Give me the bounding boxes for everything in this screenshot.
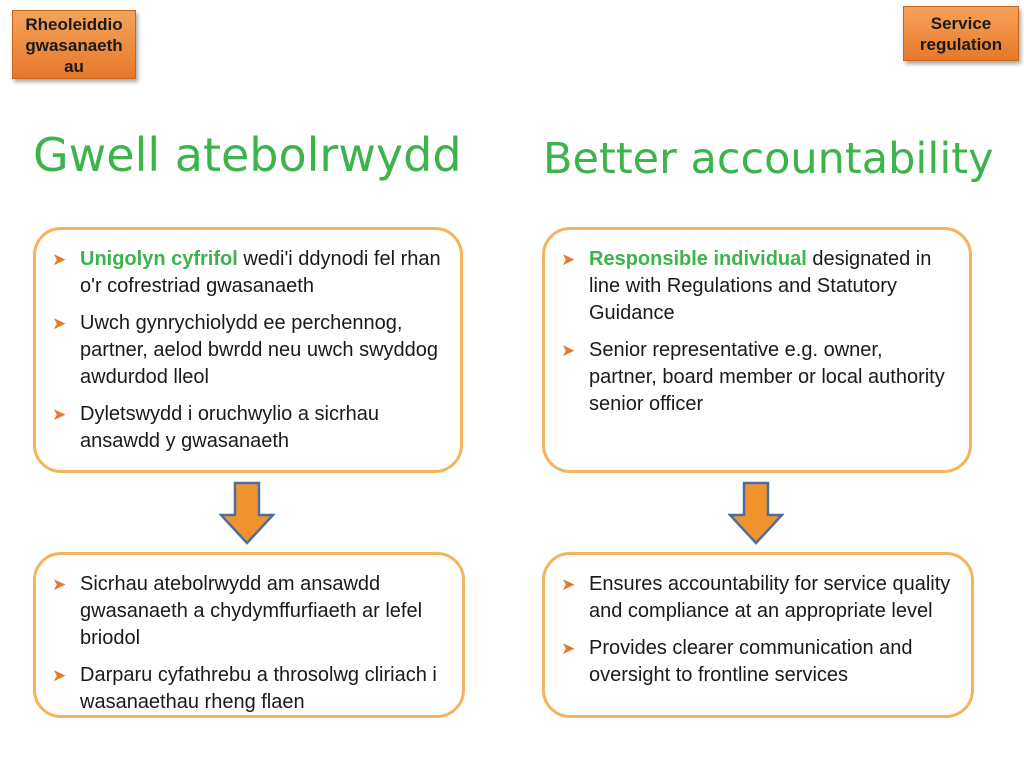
item-text: Sicrhau atebolrwydd am ansawdd gwasanaeth a chydymffurfiaeth ar lefel briodol <box>80 573 423 649</box>
down-arrow-icon <box>219 481 275 545</box>
item-text: Senior representative e.g. owner, partner, board member or local authority senior officer <box>589 339 945 415</box>
item-text: Dyletswydd i oruchwylio a sicrhau ansawdd y gwasanaeth <box>80 403 380 452</box>
item-text: Provides clearer communication and oversight to frontline services <box>589 637 913 686</box>
welsh-heading: Gwell atebolrwydd <box>33 128 462 182</box>
list-item <box>559 571 957 625</box>
arrowhead-bullet-icon: ➤ <box>561 575 576 594</box>
welsh-tag-line-2: gwasanaeth <box>25 36 123 55</box>
welsh-tag-line-3: au <box>64 57 84 76</box>
english-tag-line-2: regulation <box>919 35 1003 54</box>
english-details-box <box>542 227 972 473</box>
list-item <box>50 571 448 652</box>
list-item <box>50 310 446 391</box>
list-item <box>559 337 955 418</box>
arrowhead-bullet-icon: ➤ <box>52 666 67 685</box>
arrowhead-bullet-icon: ➤ <box>52 314 67 333</box>
welsh-section-tag <box>12 10 136 79</box>
item-text: Uwch gynrychiolydd ee perchennog, partner, aelod bwrdd neu uwch swyddog awdurdod lleol <box>80 312 439 388</box>
item-text: Ensures accountability for service quality and compliance at an appropriate level <box>589 573 951 622</box>
highlight-text: Responsible individual <box>589 248 807 270</box>
item-text: Darparu cyfathrebu a throsolwg cliriach i wasanaethau rheng flaen <box>80 664 437 713</box>
list-item <box>559 635 957 689</box>
list-item <box>50 246 446 300</box>
list-item <box>559 246 955 327</box>
list-item <box>50 662 448 716</box>
english-outcomes-box <box>542 552 974 718</box>
welsh-details-box <box>33 227 463 473</box>
welsh-tag-line-1: Rheoleiddio <box>25 15 123 34</box>
english-section-tag <box>903 6 1019 61</box>
english-tag-line-1: Service <box>930 14 992 33</box>
highlight-text: Unigolyn cyfrifol <box>80 248 238 270</box>
english-heading: Better accountability <box>543 134 994 184</box>
arrowhead-bullet-icon: ➤ <box>561 250 576 269</box>
list-item <box>50 401 446 455</box>
down-arrow-icon <box>728 481 784 545</box>
item-text: designated in line with Regulations and Statutory Guidance <box>589 248 932 324</box>
welsh-outcomes-box <box>33 552 465 718</box>
arrowhead-bullet-icon: ➤ <box>561 639 576 658</box>
arrowhead-bullet-icon: ➤ <box>561 341 576 360</box>
arrowhead-bullet-icon: ➤ <box>52 405 67 424</box>
item-text: wedi'i ddynodi fel rhan o'r cofrestriad gwasanaeth <box>80 248 441 297</box>
arrowhead-bullet-icon: ➤ <box>52 575 67 594</box>
arrowhead-bullet-icon: ➤ <box>52 250 67 269</box>
